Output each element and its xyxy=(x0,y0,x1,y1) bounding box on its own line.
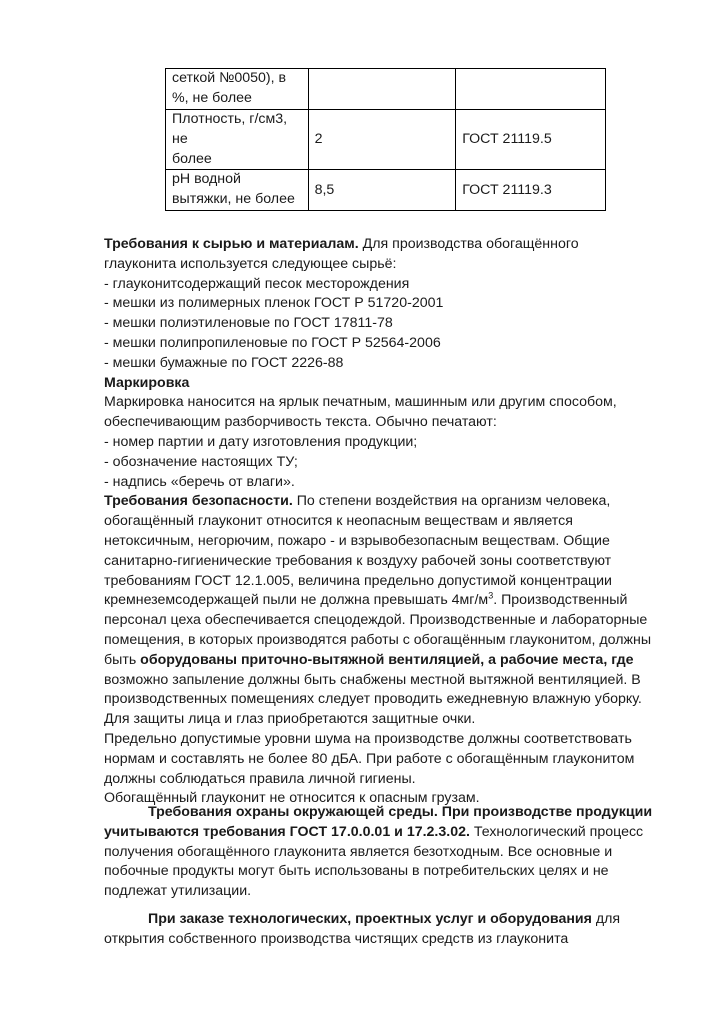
table-cell-param: pH водной вытяжки, не более xyxy=(166,170,309,211)
ventilation-line: быть оборудованы приточно-вытяжной вентиляцией, а рабочие места, где xyxy=(104,651,634,668)
spec-table xyxy=(165,68,606,211)
table-row xyxy=(166,170,606,211)
order-heading: При заказе технологических, проектных услуг и оборудования xyxy=(148,911,592,927)
table-cell-value: 2 xyxy=(308,110,456,170)
table-cell-method xyxy=(456,69,606,110)
order-section: При заказе технологических, проектных услуг и оборудования для открытия собственного производства чистящих средств из глауконита xyxy=(104,911,621,947)
list-item: - номер партии и дату изготовления продукции; xyxy=(104,433,418,450)
list-item: - глауконитсодержащий песок месторождения xyxy=(104,275,410,292)
raw-materials-heading: Требования к сырью и материалам. xyxy=(104,236,359,252)
environment-section: Требования охраны окружающей среды. При производстве продукции учитываются требования ГОСТ 17.0.0.01 и 17.2.3.02. Технологический процесс получения обогащённого глауконита является безотходным. Все основные и побочные продукты могут быть использованы в потребительских целях и не подлежат утилизации. xyxy=(104,804,653,900)
table-cell-method: ГОСТ 21119.5 xyxy=(456,110,606,170)
list-item: - мешки из полимерных пленок ГОСТ Р 51720-2001 xyxy=(104,295,444,312)
table-cell-method: ГОСТ 21119.3 xyxy=(456,170,606,211)
concentration-line: кремнеземсодержащей пыли не должна превышать $4мг/м^3$. Производственный xyxy=(104,590,628,609)
table-cell-param: сеткой №0050), в %, не более xyxy=(166,69,309,110)
list-item: - мешки полиэтиленовые по ГОСТ 17811-78 xyxy=(104,315,393,332)
environment-heading: Требования охраны окружающей среды. При производстве продукции xyxy=(148,804,653,820)
table-row xyxy=(166,110,606,170)
table-cell-value: 8,5 xyxy=(308,170,456,211)
table-cell-param: Плотность, г/см3, не более xyxy=(166,110,309,170)
table-cell-value xyxy=(308,69,456,110)
list-item: - обозначение настоящих ТУ; xyxy=(104,453,298,470)
list-item: - мешки бумажные по ГОСТ 2226-88 xyxy=(104,354,344,371)
table-row xyxy=(166,69,606,110)
list-item: - надпись «беречь от влаги». xyxy=(104,473,295,490)
safety-heading: Требования безопасности. xyxy=(104,493,293,510)
list-item: - мешки полипропиленовые по ГОСТ Р 52564-2006 xyxy=(104,334,441,351)
marking-heading: Маркировка xyxy=(104,374,190,391)
main-text: Требования к сырью и материалам. Для производства обогащённого глауконита используется следующее сырьё: - глауконитсодержащий песок месторождения - мешки из полимерных пленок ГОСТ Р 51720-2001 - мешки полиэтиленовые по ГОСТ 17811-78 - мешки полипропиленовые по ГОСТ Р 52564-2006 - мешки бумажные по ГОСТ 2226-88 Маркировка Маркировка наносится на ярлык печатным, машинным или другим способом, обеспечивающим разборчивость текста. Обычно печатают: - номер партии и дату изготовления продукции; - обозначение настоящих ТУ; - надпись «беречь от влаги». Требования безопасности. По степени воздействия на организм человека, обогащённый глауконит относится к неопасным веществам и является нетоксичным, негорючим, пожаро - и взрывобезопасным веществам. Общие санитарно-гигиенические требования к воздуху рабочей зоны соответствуют требованиям ГОСТ 12.1.005, величина предельно допустимой концентрации кремнеземсодержащей пыли не должна превышать $4мг/м^3$. Производственный персонал цеха обеспечивается спецодеждой. Производственные и лабораторные помещения, в которых производятся работы с обогащённым глауконитом, должны быть оборудованы приточно-вытяжной вентиляцией, а рабочие места, где возможно запыление должны быть снабжены местной вытяжной вентиляцией. В производственных помещениях следует проводить ежедневную влажную уборку. Для защиты лица и глаз приобретаются защитные очки. Предельно допустимые уровни шума на производстве должны соответствовать нормам и составлять не более 80 дБА. При работе с обогащённым глауконитом должны соблюдаться правила личной гигиены. Обогащённый глауконит не относится к опасным грузам. xyxy=(104,236,652,807)
raw-materials-intro: Требования к сырью и материалам. Для производства обогащённого xyxy=(104,236,579,252)
safety-intro: Требования безопасности. По степени воздействия на организм человека, xyxy=(104,493,611,510)
